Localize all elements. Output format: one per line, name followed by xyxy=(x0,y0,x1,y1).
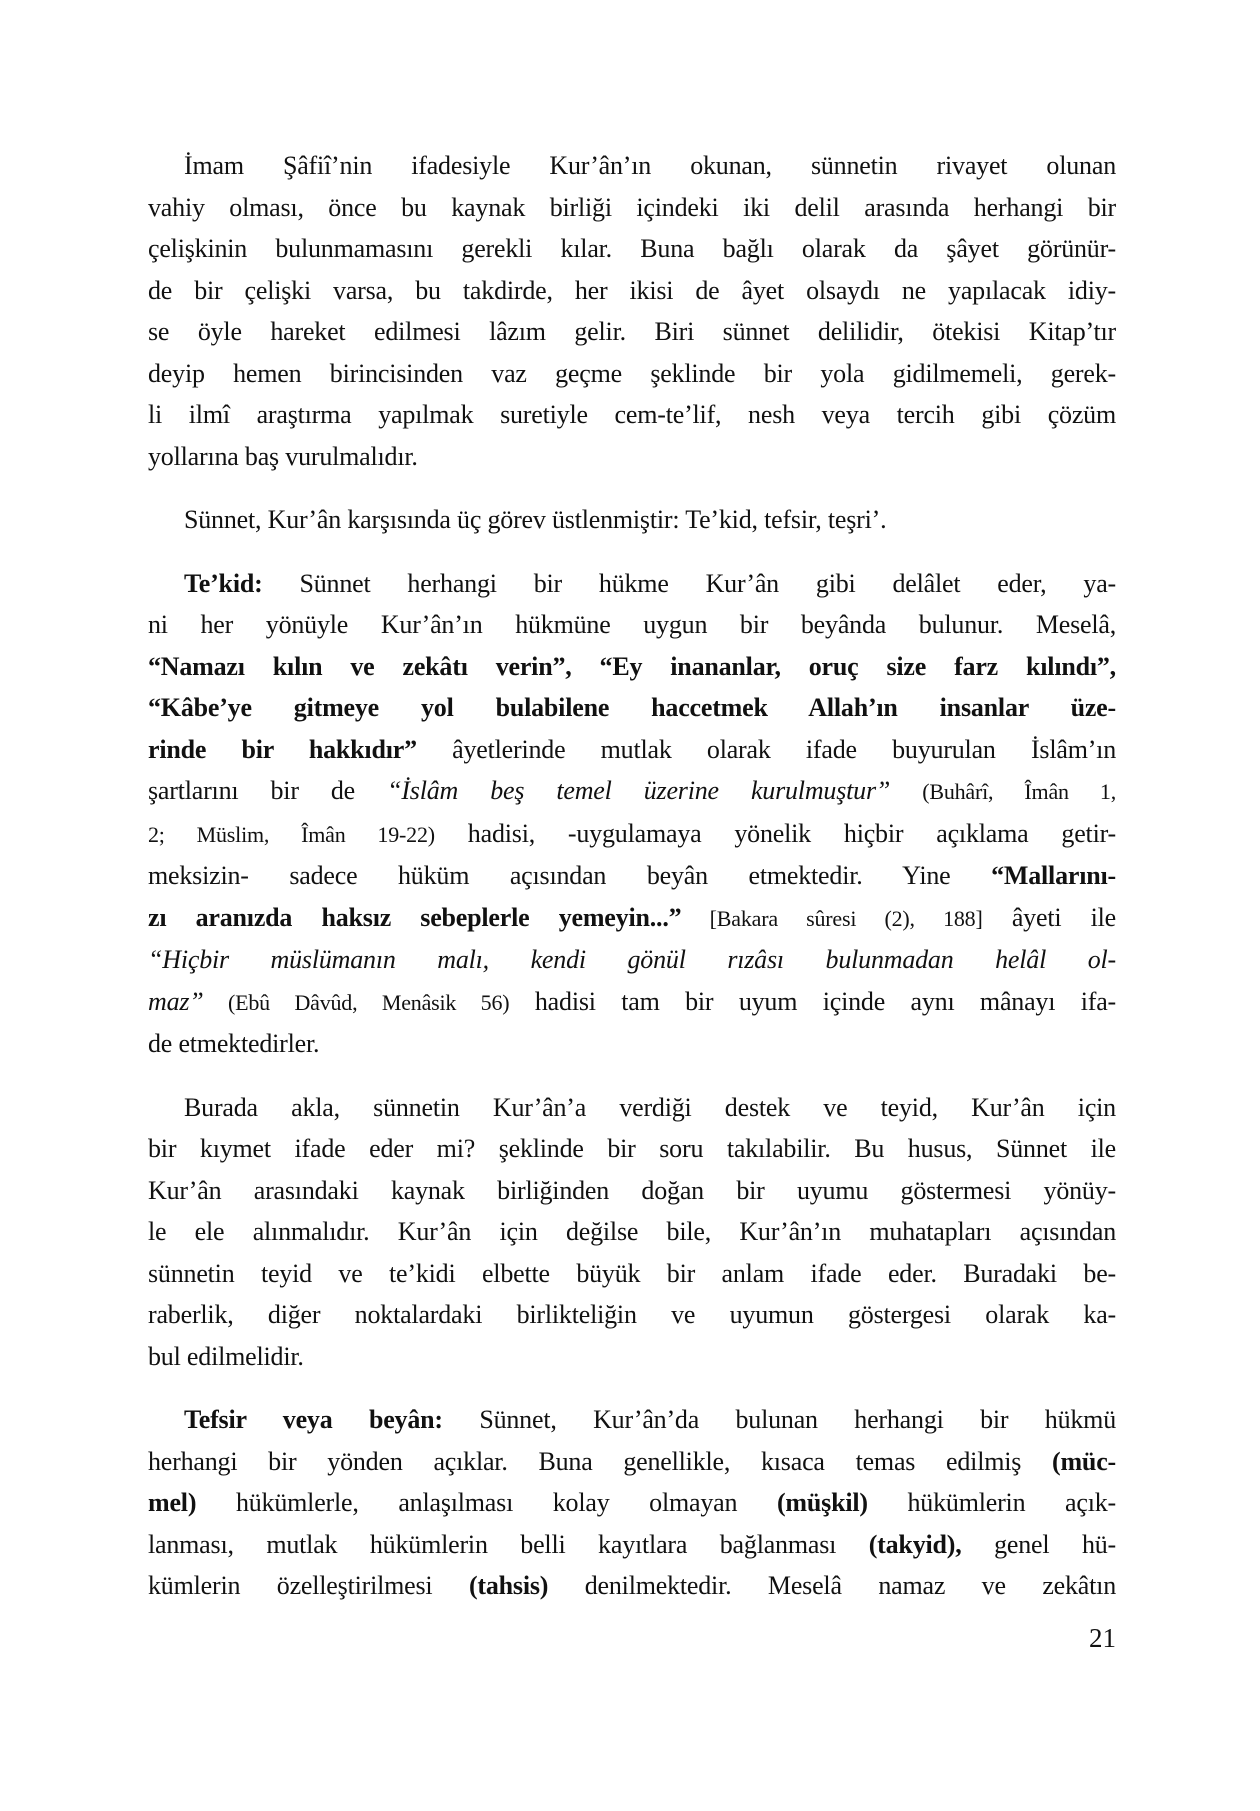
text-segment: “Kâbe’ye gitmeye yol bulabilene haccetmek Allah’ın insanlar üze- xyxy=(148,693,1116,722)
text-segment: (Ebû Dâvûd, Menâsik 56) xyxy=(203,989,510,1015)
text-segment: de etmektedirler. xyxy=(148,1029,320,1058)
text-segment: Sünnet, Kur’ân karşısında üç görev üstlenmiştir: Te’kid, tefsir, teşri’. xyxy=(184,505,887,534)
text-line xyxy=(148,187,1116,229)
paragraph xyxy=(148,145,1116,477)
text-segment: âyetlerinde mutlak olarak ifade buyurulan İslâm’ın xyxy=(416,734,1116,764)
text-line xyxy=(148,499,1116,541)
text-line xyxy=(148,1441,1116,1483)
text-line xyxy=(148,981,1116,1024)
text-line xyxy=(148,1336,1116,1378)
text-segment: (Buhârî, Îmân 1, xyxy=(922,779,1116,804)
text-segment: denilmektedir. Meselâ namaz ve zekâtın xyxy=(548,1571,1116,1600)
text-segment: sünnetin teyid ve te’kidi elbette büyük bir anlam ifade eder. Buradaki be- xyxy=(148,1258,1116,1288)
text-line xyxy=(148,1399,1116,1441)
text-line xyxy=(148,1253,1116,1295)
text-segment: (müc- xyxy=(1052,1446,1116,1476)
text-segment: (takyid), xyxy=(868,1529,962,1559)
text-line xyxy=(148,145,1116,187)
page-number: 21 xyxy=(1089,1623,1116,1653)
text-line xyxy=(148,1128,1116,1170)
text-segment: Te’kid: xyxy=(184,568,263,598)
text-segment: “Mallarını- xyxy=(991,861,1116,890)
text-segment: yollarına baş vurulmalıdır. xyxy=(148,441,418,471)
text-segment: 2; Müslim, Îmân 19-22) xyxy=(148,821,435,847)
paragraph xyxy=(148,1399,1116,1607)
text-segment: kümlerin özelleştirilmesi xyxy=(148,1571,469,1600)
text-segment: bul edilmelidir. xyxy=(148,1341,304,1371)
text-line xyxy=(148,1023,1116,1065)
text-line xyxy=(148,1170,1116,1212)
text-segment: ni her yönüyle Kur’ân’ın hükmüne uygun bir beyânda bulunur. Meselâ, xyxy=(148,610,1116,639)
text-segment: li ilmî araştırma yapılmak suretiyle cem-te’lif, nesh veya tercih gibi çözüm xyxy=(148,400,1116,429)
text-segment: bir kıymet ifade eder mi? şeklinde bir soru takılabilir. Bu husus, Sünnet ile xyxy=(148,1134,1116,1163)
text-line xyxy=(148,855,1116,897)
text-segment: hadisi tam bir uyum içinde aynı mânayı ifa- xyxy=(509,986,1116,1016)
text-segment: çelişkinin bulunmamasını gerekli kılar. Buna bağlı olarak da şâyet görünür- xyxy=(148,234,1116,263)
text-segment: İmam Şâfiî’nin ifadesiyle Kur’ân’ın okunan, sünnetin rivayet olunan xyxy=(184,151,1116,180)
text-line xyxy=(148,604,1116,646)
text-segment: vahiy olması, önce bu kaynak birliği içindeki iki delil arasında herhangi bir xyxy=(148,192,1116,222)
text-line xyxy=(148,563,1116,605)
text-line xyxy=(148,311,1116,353)
text-segment: [Bakara sûresi (2), 188] xyxy=(681,905,983,931)
text-segment: mel) xyxy=(148,1488,197,1517)
paragraph xyxy=(148,1087,1116,1378)
text-line xyxy=(148,1482,1116,1524)
text-segment: Sünnet, Kur’ân’da bulunan herhangi bir hükmü xyxy=(442,1405,1117,1434)
text-segment: Tefsir veya beyân: xyxy=(184,1405,443,1434)
text-segment: deyip hemen birincisinden vaz geçme şeklinde bir yola gidilmemeli, gerek- xyxy=(148,358,1116,388)
text-segment: hadisi, -uygulamaya yönelik hiçbir açıklama getir- xyxy=(434,818,1116,848)
text-line xyxy=(148,394,1116,436)
text-segment: “Namazı kılın ve zekâtı verin”, “Ey inananlar, oruç size farz kılındı”, xyxy=(148,651,1116,681)
text-segment: de bir çelişki varsa, bu takdirde, her ikisi de âyet olsaydı ne yapılacak idiy- xyxy=(148,275,1116,305)
text-line xyxy=(148,687,1116,729)
text-segment: lanması, mutlak hükümlerin belli kayıtlara bağlanması xyxy=(148,1529,869,1559)
text-segment: rinde bir hakkıdır” xyxy=(148,734,417,764)
text-line xyxy=(148,897,1116,940)
text-line xyxy=(148,1565,1116,1607)
text-line xyxy=(148,646,1116,688)
text-segment: Sünnet herhangi bir hükme Kur’ân gibi delâlet eder, ya- xyxy=(262,568,1116,598)
text-line xyxy=(148,353,1116,395)
text-line xyxy=(148,436,1116,478)
text-segment: (tahsis) xyxy=(468,1571,549,1600)
text-line xyxy=(148,1211,1116,1253)
text-segment: “Hiçbir müslümanın malı, kendi gönül rızâsı bulunmadan helâl ol- xyxy=(148,945,1116,974)
text-line xyxy=(148,939,1116,981)
text-segment: raberlik, diğer noktalardaki birlikteliğin ve uyumun göstergesi olarak ka- xyxy=(148,1300,1116,1329)
text-segment: şartlarını bir de xyxy=(148,776,388,805)
text-segment: Kur’ân arasındaki kaynak birliğinden doğan bir uyumu göstermesi yönüy- xyxy=(148,1175,1116,1205)
text-segment: meksizin- sadece hüküm açısından beyân etmektedir. Yine xyxy=(148,861,992,890)
text-segment: hükümlerle, anlaşılması kolay olmayan xyxy=(196,1488,777,1517)
text-block xyxy=(148,145,1116,1607)
paragraph xyxy=(148,563,1116,1065)
text-segment xyxy=(890,776,922,805)
text-line xyxy=(148,770,1116,813)
text-segment: zı aranızda haksız sebeplerle yemeyin...” xyxy=(148,902,682,932)
text-segment: le ele alınmalıdır. Kur’ân için değilse bile, Kur’ân’ın muhatapları açısından xyxy=(148,1217,1116,1246)
text-line xyxy=(148,228,1116,270)
text-segment: âyeti ile xyxy=(982,902,1116,932)
text-line xyxy=(148,729,1116,771)
text-line xyxy=(148,1524,1116,1566)
text-line xyxy=(148,1087,1116,1129)
text-segment: “İslâm beş temel üzerine kurulmuştur” xyxy=(387,776,891,805)
text-line xyxy=(148,813,1116,856)
text-segment: (müşkil) xyxy=(776,1488,868,1517)
text-segment: herhangi bir yönden açıklar. Buna genellikle, kısaca temas edilmiş xyxy=(148,1446,1053,1476)
text-segment: Burada akla, sünnetin Kur’ân’a verdiği destek ve teyid, Kur’ân için xyxy=(184,1092,1116,1122)
text-line xyxy=(148,270,1116,312)
text-segment: hükümlerin açık- xyxy=(867,1488,1116,1517)
paragraph xyxy=(148,499,1116,541)
text-segment: genel hü- xyxy=(961,1529,1117,1559)
text-segment: se öyle hareket edilmesi lâzım gelir. Biri sünnet delilidir, ötekisi Kitap’tır xyxy=(148,317,1116,346)
text-segment: maz” xyxy=(148,986,204,1016)
text-line xyxy=(148,1294,1116,1336)
